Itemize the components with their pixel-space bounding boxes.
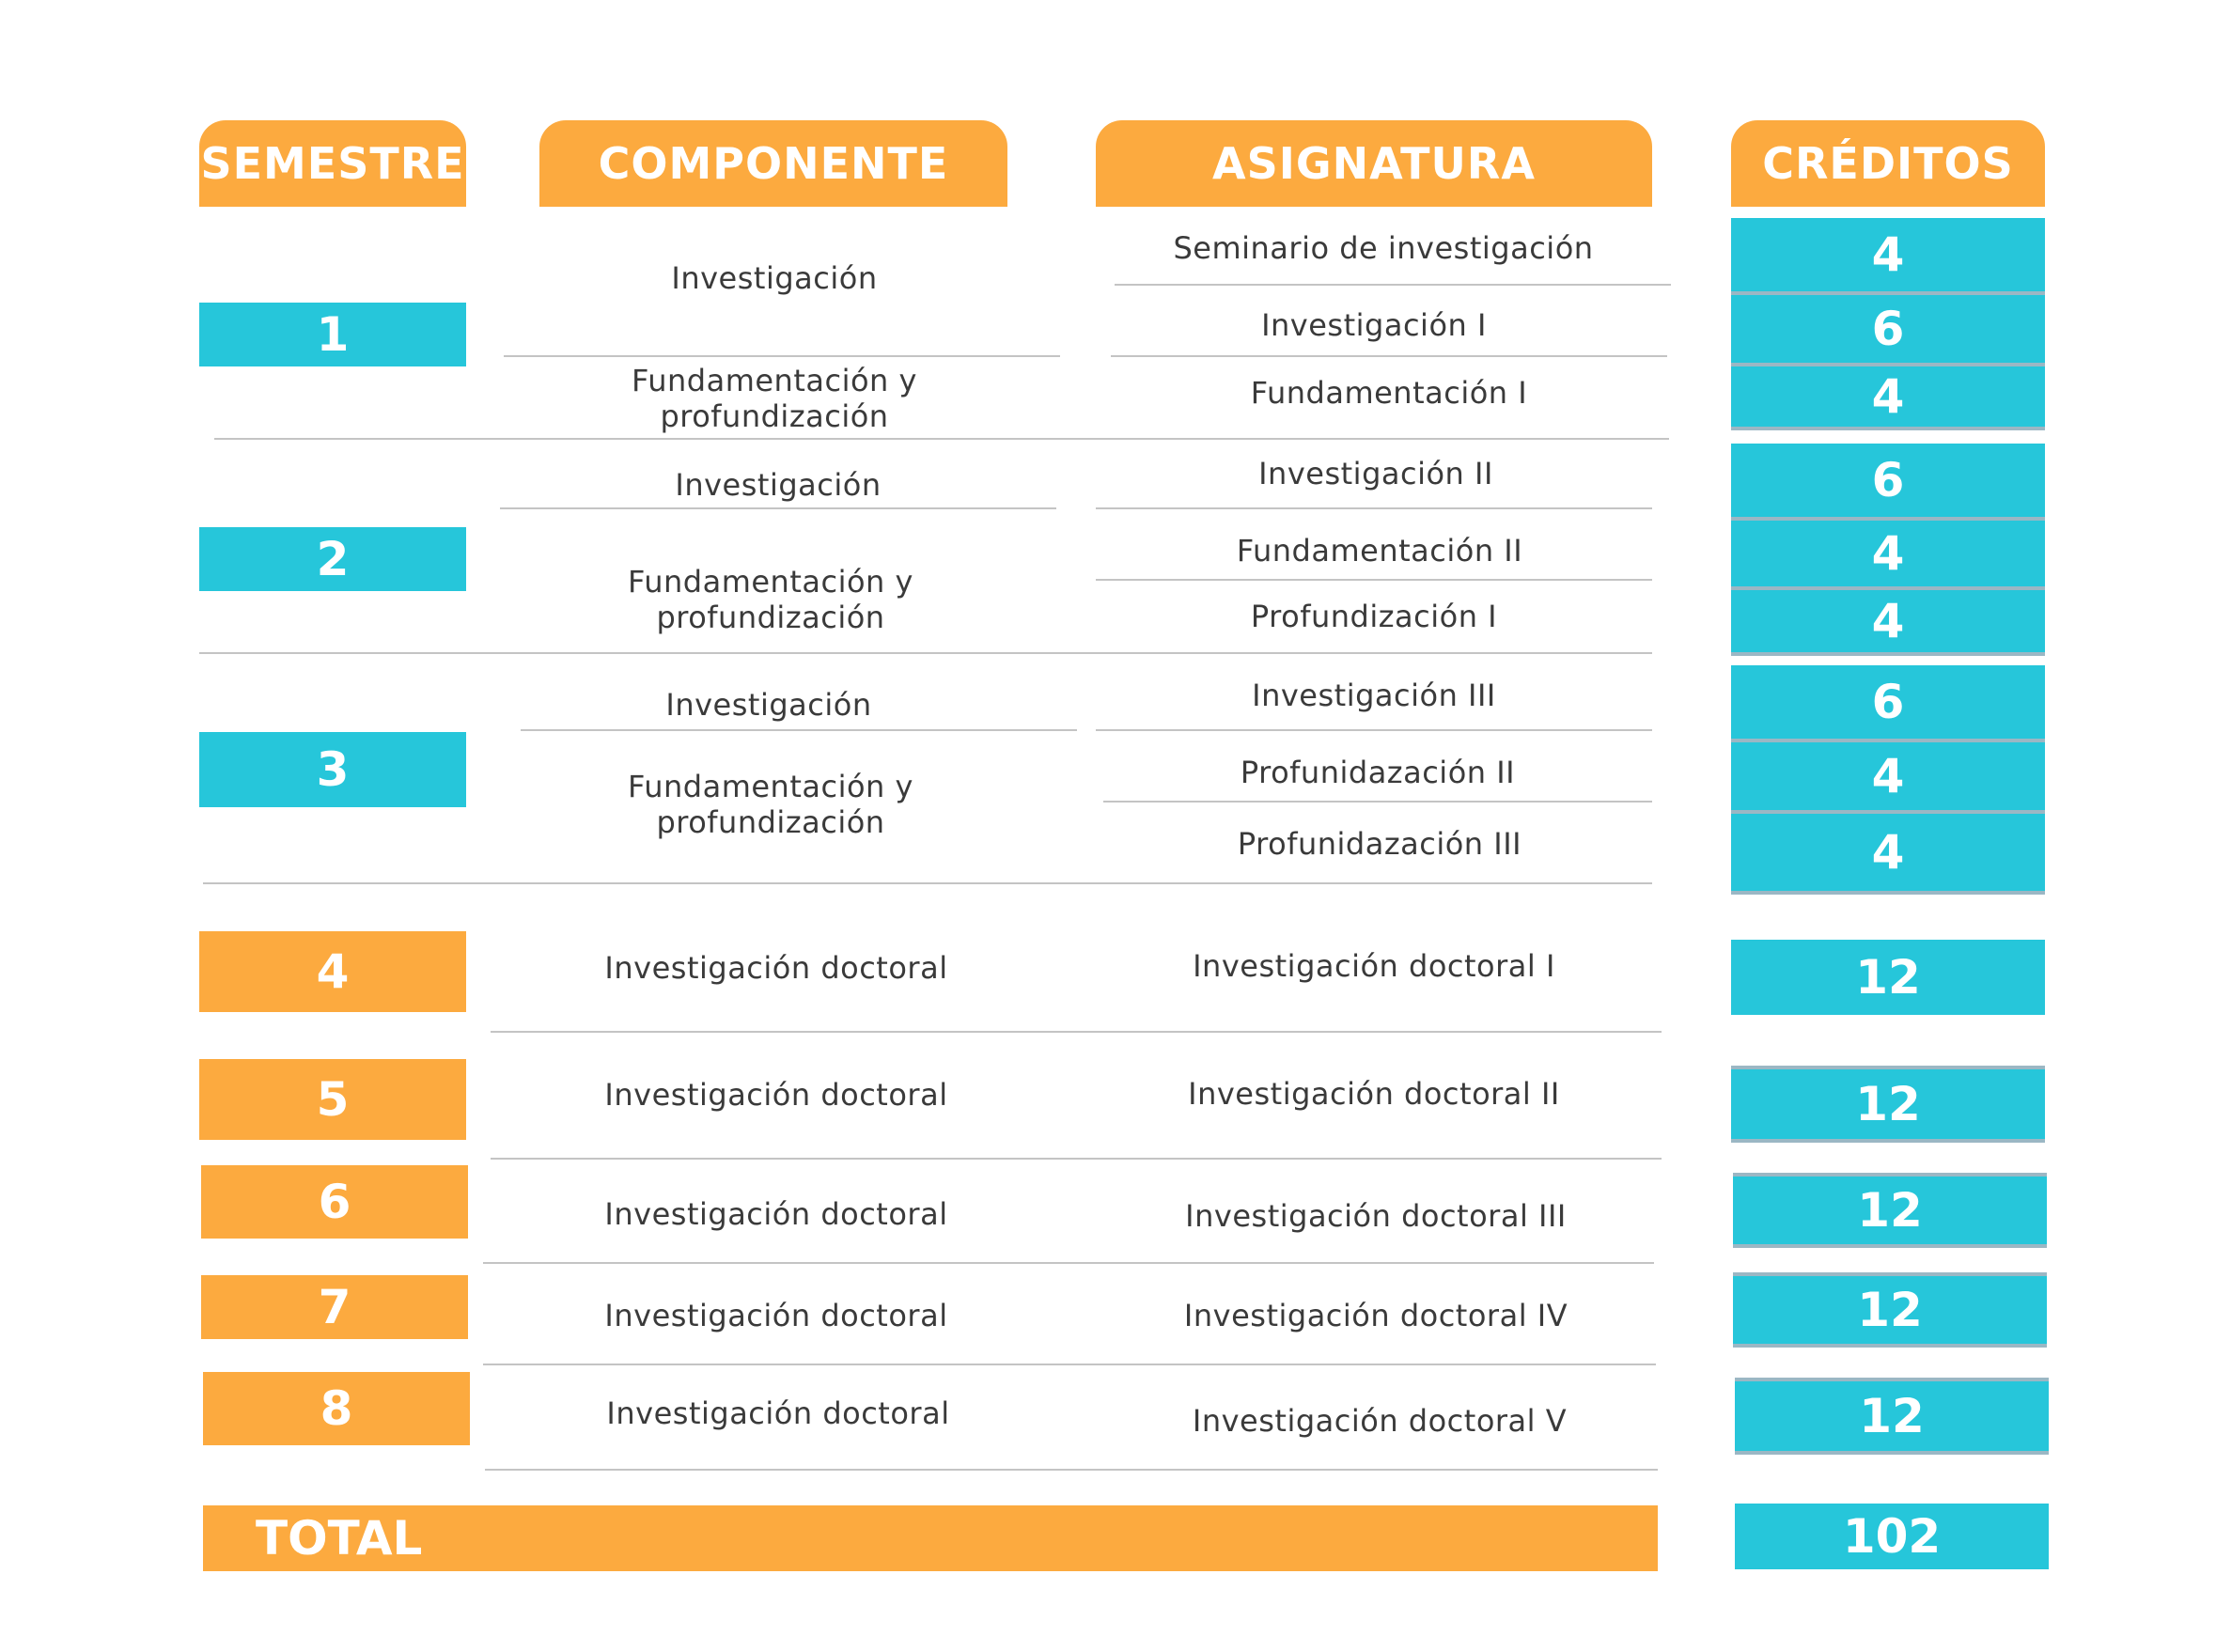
componente-s6: Investigación doctoral xyxy=(604,1196,948,1232)
asignatura-4: Investigación II xyxy=(1258,456,1493,491)
credit-10: 12 xyxy=(1731,940,2045,1015)
divider xyxy=(491,1158,1662,1160)
componente-s1-investigacion: Investigación xyxy=(671,260,878,296)
credit-12: 12 xyxy=(1733,1173,2047,1248)
asignatura-6: Profundización I xyxy=(1250,599,1498,634)
divider xyxy=(483,1364,1656,1365)
divider xyxy=(1096,579,1652,581)
divider xyxy=(1103,801,1652,803)
credit-2: 6 xyxy=(1731,295,2045,366)
componente-s3-fundamentacion: Fundamentación y profundización xyxy=(628,769,913,840)
credit-4: 6 xyxy=(1731,444,2045,521)
semester-1: 1 xyxy=(199,303,466,366)
divider xyxy=(500,507,1056,509)
credit-7: 6 xyxy=(1731,665,2045,742)
credit-3: 4 xyxy=(1731,366,2045,430)
semester-5: 5 xyxy=(199,1059,466,1140)
semester-8: 8 xyxy=(203,1372,470,1445)
asignatura-1: Seminario de investigación xyxy=(1173,230,1594,266)
componente-s3-investigacion: Investigación xyxy=(665,687,872,723)
componente-s2-investigacion: Investigación xyxy=(675,467,882,503)
divider xyxy=(1096,507,1652,509)
total-value: 102 xyxy=(1735,1504,2049,1569)
divider xyxy=(485,1469,1658,1471)
header-componente: COMPONENTE xyxy=(539,120,1007,207)
asignatura-7: Investigación III xyxy=(1252,678,1496,713)
divider xyxy=(1096,729,1652,731)
credit-8: 4 xyxy=(1731,742,2045,814)
credit-1: 4 xyxy=(1731,218,2045,295)
semester-3: 3 xyxy=(199,732,466,807)
asignatura-2: Investigación I xyxy=(1261,307,1487,343)
divider xyxy=(491,1031,1662,1033)
credit-5: 4 xyxy=(1731,521,2045,590)
divider xyxy=(521,729,1077,731)
asignatura-3: Fundamentación I xyxy=(1250,375,1528,411)
semester-7: 7 xyxy=(201,1275,468,1339)
credit-14: 12 xyxy=(1735,1378,2049,1455)
semester-4: 4 xyxy=(199,931,466,1012)
componente-s7: Investigación doctoral xyxy=(604,1298,948,1333)
asignatura-14: Investigación doctoral V xyxy=(1192,1403,1568,1439)
credit-11: 12 xyxy=(1731,1066,2045,1143)
asignatura-8: Profunidazación II xyxy=(1240,755,1516,790)
asignatura-11: Investigación doctoral II xyxy=(1188,1076,1560,1112)
credit-9: 4 xyxy=(1731,814,2045,895)
divider xyxy=(1111,355,1667,357)
header-semestre: SEMESTRE xyxy=(199,120,466,207)
divider xyxy=(203,882,1652,884)
asignatura-5: Fundamentación II xyxy=(1236,533,1523,569)
header-creditos: CRÉDITOS xyxy=(1731,120,2045,207)
componente-s4: Investigación doctoral xyxy=(604,950,948,986)
asignatura-9: Profunidazación III xyxy=(1237,826,1522,862)
credit-6: 4 xyxy=(1731,590,2045,656)
asignatura-10: Investigación doctoral I xyxy=(1193,948,1555,984)
header-asignatura: ASIGNATURA xyxy=(1096,120,1652,207)
asignatura-13: Investigación doctoral IV xyxy=(1183,1298,1568,1333)
componente-s8: Investigación doctoral xyxy=(606,1395,950,1431)
semester-6: 6 xyxy=(201,1165,468,1239)
componente-s1-fundamentacion: Fundamentación y profundización xyxy=(632,363,917,434)
credit-13: 12 xyxy=(1733,1272,2047,1348)
divider xyxy=(504,355,1060,357)
asignatura-12: Investigación doctoral III xyxy=(1185,1198,1567,1234)
componente-s5: Investigación doctoral xyxy=(604,1077,948,1113)
divider xyxy=(199,652,1652,654)
divider xyxy=(214,438,1669,440)
divider xyxy=(1115,284,1671,286)
divider xyxy=(483,1262,1654,1264)
componente-s2-fundamentacion: Fundamentación y profundización xyxy=(628,564,913,635)
total-label: TOTAL xyxy=(203,1505,1658,1571)
semester-2: 2 xyxy=(199,527,466,591)
